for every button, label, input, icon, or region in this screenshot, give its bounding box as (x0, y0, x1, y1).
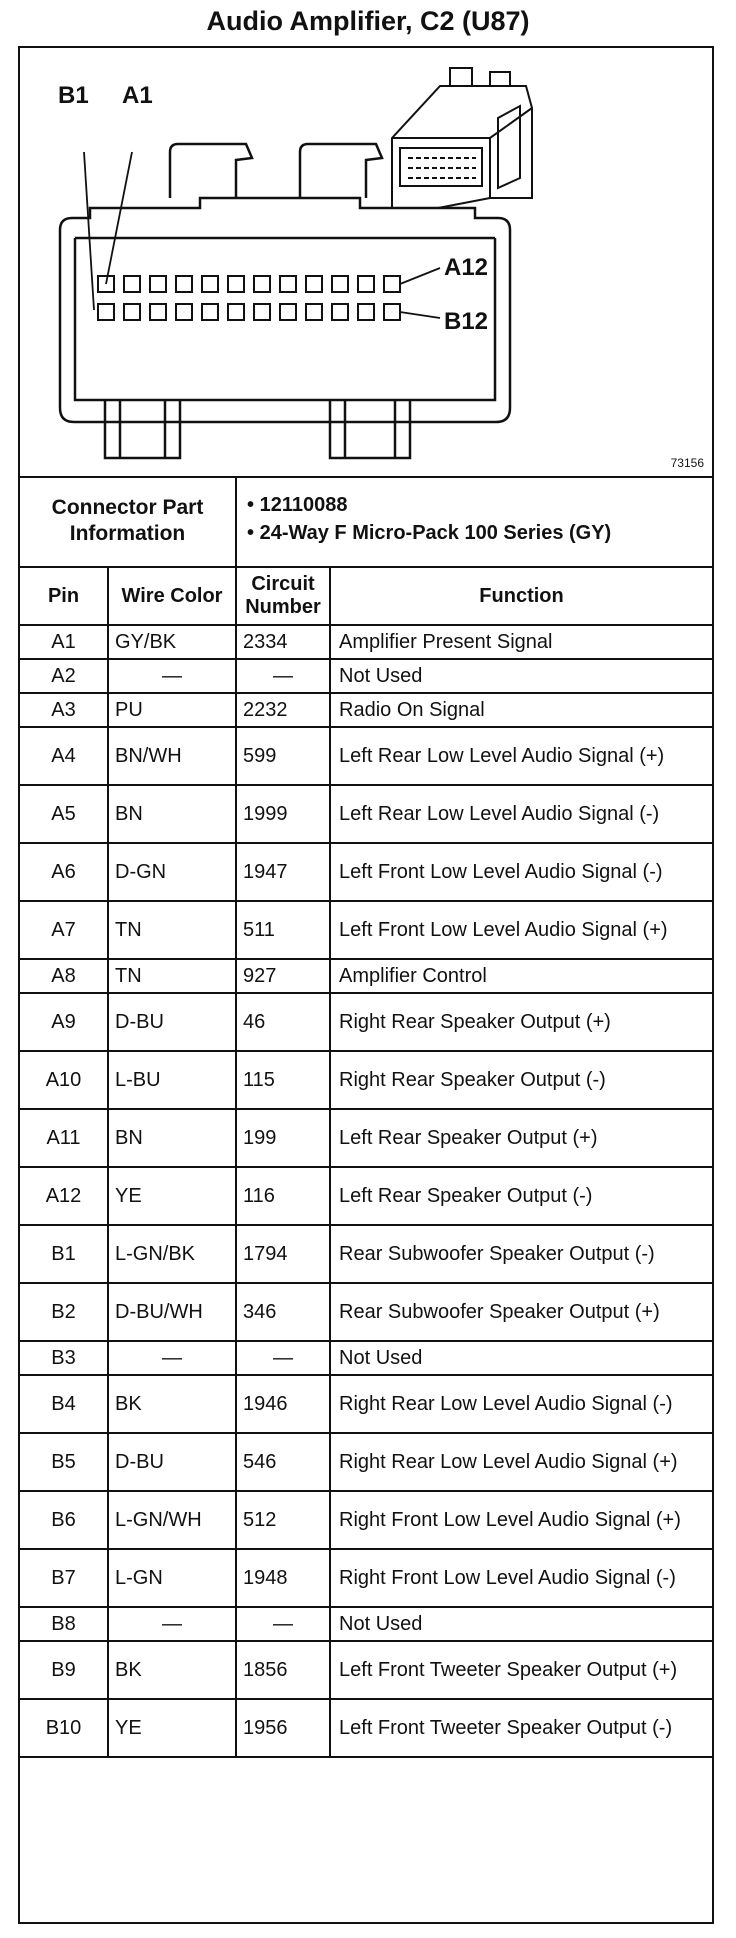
wire-color-cell: L-GN/BK (108, 1225, 236, 1283)
pin-cell: A1 (20, 625, 108, 659)
circuit-number-cell: 599 (236, 727, 330, 785)
pin-cell: B8 (20, 1607, 108, 1641)
pin-cell: A8 (20, 959, 108, 993)
wire-color-cell: — (108, 1341, 236, 1375)
table-row (20, 693, 712, 727)
table-row (20, 1051, 712, 1109)
pin-cell: A10 (20, 1051, 108, 1109)
page-title: Audio Amplifier, C2 (U87) (206, 6, 530, 36)
function-cell: Left Rear Low Level Audio Signal (+) (330, 727, 712, 785)
figure-number: 73156 (670, 456, 704, 470)
table-row (20, 1699, 712, 1757)
wire-color-cell: BK (108, 1375, 236, 1433)
pin-cell: A4 (20, 727, 108, 785)
table-row (20, 1607, 712, 1641)
pin-cell: A9 (20, 993, 108, 1051)
wire-color-cell: BN (108, 785, 236, 843)
table-row (20, 1491, 712, 1549)
function-cell: Radio On Signal (330, 693, 712, 727)
circuit-number-cell: 199 (236, 1109, 330, 1167)
pin-cell: A12 (20, 1167, 108, 1225)
pin-cell: B10 (20, 1699, 108, 1757)
table-row (20, 1283, 712, 1341)
wire-color-cell: BN/WH (108, 727, 236, 785)
table-row (20, 785, 712, 843)
pin-cell: B6 (20, 1491, 108, 1549)
wire-color-cell: — (108, 1607, 236, 1641)
table-row (20, 1375, 712, 1433)
function-cell: Left Rear Speaker Output (+) (330, 1109, 712, 1167)
pinout-rows (20, 625, 712, 1757)
pin-cell: A3 (20, 693, 108, 727)
table-row (20, 625, 712, 659)
circuit-number-cell: — (236, 1607, 330, 1641)
table-row (20, 1109, 712, 1167)
wire-color-cell: TN (108, 959, 236, 993)
wire-color-cell: D-BU/WH (108, 1283, 236, 1341)
circuit-number-cell: 1794 (236, 1225, 330, 1283)
circuit-number-cell: 116 (236, 1167, 330, 1225)
function-cell: Left Rear Speaker Output (-) (330, 1167, 712, 1225)
connector-description: • 24-Way F Micro-Pack 100 Series (GY) (247, 522, 612, 544)
pin-cell: A2 (20, 659, 108, 693)
circuit-number-cell: 2334 (236, 625, 330, 659)
function-cell: Not Used (330, 659, 712, 693)
label-b12: B12 (444, 308, 489, 335)
wire-color-cell: L-GN (108, 1549, 236, 1607)
connector-info-row (20, 476, 712, 567)
table-row (20, 1641, 712, 1699)
function-cell: Left Rear Low Level Audio Signal (-) (330, 785, 712, 843)
pin-cell: B3 (20, 1341, 108, 1375)
circuit-number-cell: 346 (236, 1283, 330, 1341)
function-cell: Amplifier Present Signal (330, 625, 712, 659)
wire-color-cell: TN (108, 901, 236, 959)
connector-part-number: • 12110088 (247, 494, 348, 516)
pin-cell: B5 (20, 1433, 108, 1491)
pin-cell: B1 (20, 1225, 108, 1283)
wire-color-cell: BN (108, 1109, 236, 1167)
wire-color-cell: D-BU (108, 1433, 236, 1491)
function-cell: Not Used (330, 1341, 712, 1375)
table-row (20, 659, 712, 693)
table-row (20, 1167, 712, 1225)
header-row (20, 567, 712, 625)
pin-cell: A11 (20, 1109, 108, 1167)
function-cell: Left Front Tweeter Speaker Output (+) (330, 1641, 712, 1699)
header-wire-color: Wire Color (108, 567, 236, 625)
pin-cell: B9 (20, 1641, 108, 1699)
wire-color-cell: D-GN (108, 843, 236, 901)
function-cell: Right Rear Low Level Audio Signal (+) (330, 1433, 712, 1491)
circuit-number-cell: 511 (236, 901, 330, 959)
label-a12: A12 (444, 254, 489, 281)
circuit-number-cell: 46 (236, 993, 330, 1051)
pinout-table (20, 476, 712, 1758)
function-cell: Right Rear Low Level Audio Signal (-) (330, 1375, 712, 1433)
wire-color-cell: PU (108, 693, 236, 727)
wire-color-cell: YE (108, 1167, 236, 1225)
circuit-number-cell: 115 (236, 1051, 330, 1109)
pin-cell: A7 (20, 901, 108, 959)
connector-info-label: Connector Part Information (20, 476, 236, 567)
function-cell: Left Front Tweeter Speaker Output (-) (330, 1699, 712, 1757)
table-row (20, 901, 712, 959)
function-cell: Amplifier Control (330, 959, 712, 993)
circuit-number-cell: 1947 (236, 843, 330, 901)
circuit-number-cell: 512 (236, 1491, 330, 1549)
circuit-number-cell: 1946 (236, 1375, 330, 1433)
pin-cell: B4 (20, 1375, 108, 1433)
circuit-number-cell: 927 (236, 959, 330, 993)
header-pin: Pin (20, 567, 108, 625)
pin-cell: A6 (20, 843, 108, 901)
pin-cell: B7 (20, 1549, 108, 1607)
wire-color-cell: YE (108, 1699, 236, 1757)
circuit-number-cell: 2232 (236, 693, 330, 727)
table-row (20, 1225, 712, 1283)
circuit-number-cell: 1948 (236, 1549, 330, 1607)
label-a1: A1 (122, 82, 153, 109)
function-cell: Rear Subwoofer Speaker Output (+) (330, 1283, 712, 1341)
header-circuit-number: Circuit Number (236, 567, 330, 625)
function-cell: Right Rear Speaker Output (+) (330, 993, 712, 1051)
circuit-number-cell: 1999 (236, 785, 330, 843)
circuit-number-cell: 1856 (236, 1641, 330, 1699)
circuit-number-cell: 1956 (236, 1699, 330, 1757)
table-row (20, 727, 712, 785)
table-row (20, 1341, 712, 1375)
table-row (20, 1433, 712, 1491)
table-row (20, 843, 712, 901)
connector-info-list (236, 476, 712, 567)
circuit-number-cell: — (236, 659, 330, 693)
connector-diagram (20, 48, 712, 478)
table-row (20, 993, 712, 1051)
connector-drawing (20, 48, 712, 476)
wire-color-cell: L-GN/WH (108, 1491, 236, 1549)
function-cell: Not Used (330, 1607, 712, 1641)
table-row (20, 959, 712, 993)
function-cell: Right Front Low Level Audio Signal (+) (330, 1491, 712, 1549)
wire-color-cell: D-BU (108, 993, 236, 1051)
function-cell: Right Front Low Level Audio Signal (-) (330, 1549, 712, 1607)
wire-color-cell: BK (108, 1641, 236, 1699)
function-cell: Left Front Low Level Audio Signal (-) (330, 843, 712, 901)
label-b1: B1 (58, 82, 89, 109)
circuit-number-cell: — (236, 1341, 330, 1375)
circuit-number-cell: 546 (236, 1433, 330, 1491)
header-function: Function (330, 567, 712, 625)
function-cell: Rear Subwoofer Speaker Output (-) (330, 1225, 712, 1283)
connector-sheet (18, 46, 714, 1924)
pin-cell: A5 (20, 785, 108, 843)
wire-color-cell: — (108, 659, 236, 693)
wire-color-cell: L-BU (108, 1051, 236, 1109)
pin-cell: B2 (20, 1283, 108, 1341)
function-cell: Right Rear Speaker Output (-) (330, 1051, 712, 1109)
wire-color-cell: GY/BK (108, 625, 236, 659)
function-cell: Left Front Low Level Audio Signal (+) (330, 901, 712, 959)
table-row (20, 1549, 712, 1607)
